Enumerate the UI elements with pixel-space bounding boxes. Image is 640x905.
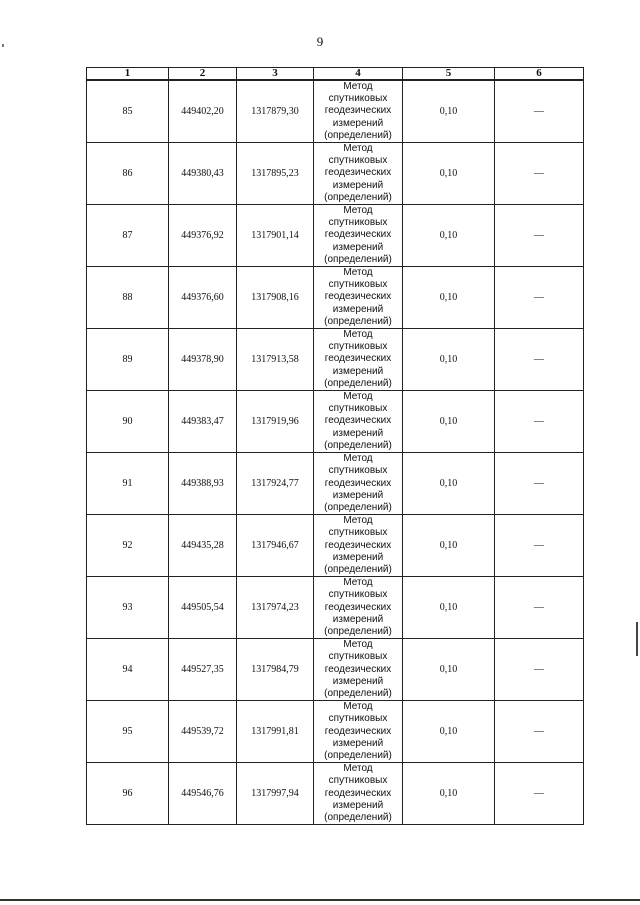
table-row: [87, 205, 584, 267]
method-cell: [314, 329, 403, 391]
x-coordinate-cell: 449388,93: [169, 453, 237, 515]
method-line: спутниковых: [328, 403, 388, 415]
note-cell: —: [495, 453, 584, 515]
point-number-cell: 91: [87, 453, 169, 515]
method-line: (определений): [324, 563, 392, 575]
header-row: [87, 68, 584, 81]
method-line: спутниковых: [328, 527, 388, 539]
method-line: (определений): [324, 687, 392, 699]
method-line: (определений): [324, 377, 392, 389]
method-line: измерений: [332, 365, 384, 377]
method-line: (определений): [324, 253, 392, 265]
method-line: геодезических: [324, 415, 392, 427]
method-line: геодезических: [324, 353, 392, 365]
method-line: Метод: [343, 701, 373, 713]
method-line: Метод: [343, 205, 373, 217]
method-cell: [314, 143, 403, 205]
point-number-cell: 96: [87, 763, 169, 825]
page-bottom-border: [0, 899, 640, 901]
x-coordinate-cell: 449539,72: [169, 701, 237, 763]
method-line: (определений): [324, 129, 392, 141]
note-cell: —: [495, 515, 584, 577]
method-line: измерений: [332, 241, 384, 253]
method-cell: [314, 267, 403, 329]
note-cell: —: [495, 763, 584, 825]
method-line: (определений): [324, 811, 392, 823]
method-line: (определений): [324, 191, 392, 203]
method-line: (определений): [324, 501, 392, 513]
method-line: спутниковых: [328, 713, 388, 725]
method-line: измерений: [332, 551, 384, 563]
table-row: [87, 329, 584, 391]
note-cell: —: [495, 143, 584, 205]
accuracy-cell: 0,10: [403, 391, 495, 453]
accuracy-cell: 0,10: [403, 143, 495, 205]
y-coordinate-cell: 1317974,23: [237, 577, 314, 639]
x-coordinate-cell: 449402,20: [169, 80, 237, 143]
x-coordinate-cell: 449376,60: [169, 267, 237, 329]
method-line: (определений): [324, 439, 392, 451]
accuracy-cell: 0,10: [403, 267, 495, 329]
method-line: Метод: [343, 81, 373, 92]
method-line: Метод: [343, 391, 373, 403]
method-cell: [314, 453, 403, 515]
method-line: Метод: [343, 143, 373, 155]
method-line: Метод: [343, 329, 373, 341]
page-number: 9: [316, 34, 324, 49]
table-row: [87, 515, 584, 577]
method-line: Метод: [343, 639, 373, 651]
method-line: измерений: [332, 737, 384, 749]
method-cell: [314, 701, 403, 763]
method-line: Метод: [343, 577, 373, 589]
method-line: измерений: [332, 179, 384, 191]
note-cell: —: [495, 391, 584, 453]
method-line: Метод: [343, 453, 373, 465]
accuracy-cell: 0,10: [403, 515, 495, 577]
accuracy-cell: 0,10: [403, 639, 495, 701]
table-row: [87, 80, 584, 143]
note-cell: —: [495, 205, 584, 267]
method-line: спутниковых: [328, 217, 388, 229]
note-cell: —: [495, 267, 584, 329]
method-line: спутниковых: [328, 279, 388, 291]
column-header: 1: [87, 68, 169, 81]
note-cell: —: [495, 639, 584, 701]
note-cell: —: [495, 329, 584, 391]
note-cell: —: [495, 701, 584, 763]
column-header: 2: [169, 68, 237, 81]
method-cell: [314, 763, 403, 825]
method-line: геодезических: [324, 539, 392, 551]
method-line: измерений: [332, 489, 384, 501]
method-line: (определений): [324, 749, 392, 761]
method-line: геодезических: [324, 601, 392, 613]
x-coordinate-cell: 449380,43: [169, 143, 237, 205]
accuracy-cell: 0,10: [403, 205, 495, 267]
method-line: геодезических: [324, 229, 392, 241]
y-coordinate-cell: 1317908,16: [237, 267, 314, 329]
method-cell: [314, 80, 403, 143]
table-row: [87, 701, 584, 763]
table-row: [87, 267, 584, 329]
y-coordinate-cell: 1317895,23: [237, 143, 314, 205]
method-line: геодезических: [324, 725, 392, 737]
point-number-cell: 95: [87, 701, 169, 763]
method-line: геодезических: [324, 105, 392, 117]
method-cell: [314, 639, 403, 701]
method-line: Метод: [343, 267, 373, 279]
point-number-cell: 90: [87, 391, 169, 453]
table-row: [87, 763, 584, 825]
method-line: спутниковых: [328, 589, 388, 601]
x-coordinate-cell: 449527,35: [169, 639, 237, 701]
table-body: [87, 80, 584, 825]
y-coordinate-cell: 1317919,96: [237, 391, 314, 453]
point-number-cell: 94: [87, 639, 169, 701]
method-cell: [314, 515, 403, 577]
method-line: (определений): [324, 315, 392, 327]
coordinates-table: [86, 67, 584, 825]
method-line: спутниковых: [328, 775, 388, 787]
x-coordinate-cell: 449505,54: [169, 577, 237, 639]
point-number-cell: 87: [87, 205, 169, 267]
note-cell: —: [495, 577, 584, 639]
x-coordinate-cell: 449376,92: [169, 205, 237, 267]
y-coordinate-cell: 1317991,81: [237, 701, 314, 763]
method-line: геодезических: [324, 787, 392, 799]
scan-edge-mark: [636, 622, 638, 656]
table-row: [87, 577, 584, 639]
accuracy-cell: 0,10: [403, 453, 495, 515]
accuracy-cell: 0,10: [403, 329, 495, 391]
method-line: Метод: [343, 515, 373, 527]
accuracy-cell: 0,10: [403, 763, 495, 825]
method-line: измерений: [332, 117, 384, 129]
point-number-cell: 92: [87, 515, 169, 577]
x-coordinate-cell: 449383,47: [169, 391, 237, 453]
y-coordinate-cell: 1317984,79: [237, 639, 314, 701]
method-cell: [314, 391, 403, 453]
column-header: 6: [495, 68, 584, 81]
table-row: [87, 143, 584, 205]
method-cell: [314, 577, 403, 639]
method-line: спутниковых: [328, 465, 388, 477]
method-line: измерений: [332, 613, 384, 625]
y-coordinate-cell: 1317879,30: [237, 80, 314, 143]
accuracy-cell: 0,10: [403, 577, 495, 639]
table-row: [87, 639, 584, 701]
method-line: измерений: [332, 303, 384, 315]
y-coordinate-cell: 1317997,94: [237, 763, 314, 825]
method-line: геодезических: [324, 663, 392, 675]
method-line: геодезических: [324, 167, 392, 179]
method-line: спутниковых: [328, 155, 388, 167]
column-header: 5: [403, 68, 495, 81]
method-line: геодезических: [324, 477, 392, 489]
method-line: измерений: [332, 675, 384, 687]
method-line: (определений): [324, 625, 392, 637]
x-coordinate-cell: 449378,90: [169, 329, 237, 391]
method-line: Метод: [343, 763, 373, 775]
accuracy-cell: 0,10: [403, 80, 495, 143]
point-number-cell: 88: [87, 267, 169, 329]
method-cell: [314, 205, 403, 267]
x-coordinate-cell: 449435,28: [169, 515, 237, 577]
method-line: спутниковых: [328, 341, 388, 353]
method-line: измерений: [332, 799, 384, 811]
column-header: 3: [237, 68, 314, 81]
table-row: [87, 391, 584, 453]
y-coordinate-cell: 1317924,77: [237, 453, 314, 515]
column-header: 4: [314, 68, 403, 81]
x-coordinate-cell: 449546,76: [169, 763, 237, 825]
method-line: спутниковых: [328, 651, 388, 663]
table-row: [87, 453, 584, 515]
y-coordinate-cell: 1317913,58: [237, 329, 314, 391]
method-line: спутниковых: [328, 93, 388, 105]
accuracy-cell: 0,10: [403, 701, 495, 763]
y-coordinate-cell: 1317946,67: [237, 515, 314, 577]
note-cell: —: [495, 80, 584, 143]
method-line: геодезических: [324, 291, 392, 303]
method-line: измерений: [332, 427, 384, 439]
point-number-cell: 93: [87, 577, 169, 639]
point-number-cell: 86: [87, 143, 169, 205]
point-number-cell: 85: [87, 80, 169, 143]
point-number-cell: 89: [87, 329, 169, 391]
y-coordinate-cell: 1317901,14: [237, 205, 314, 267]
